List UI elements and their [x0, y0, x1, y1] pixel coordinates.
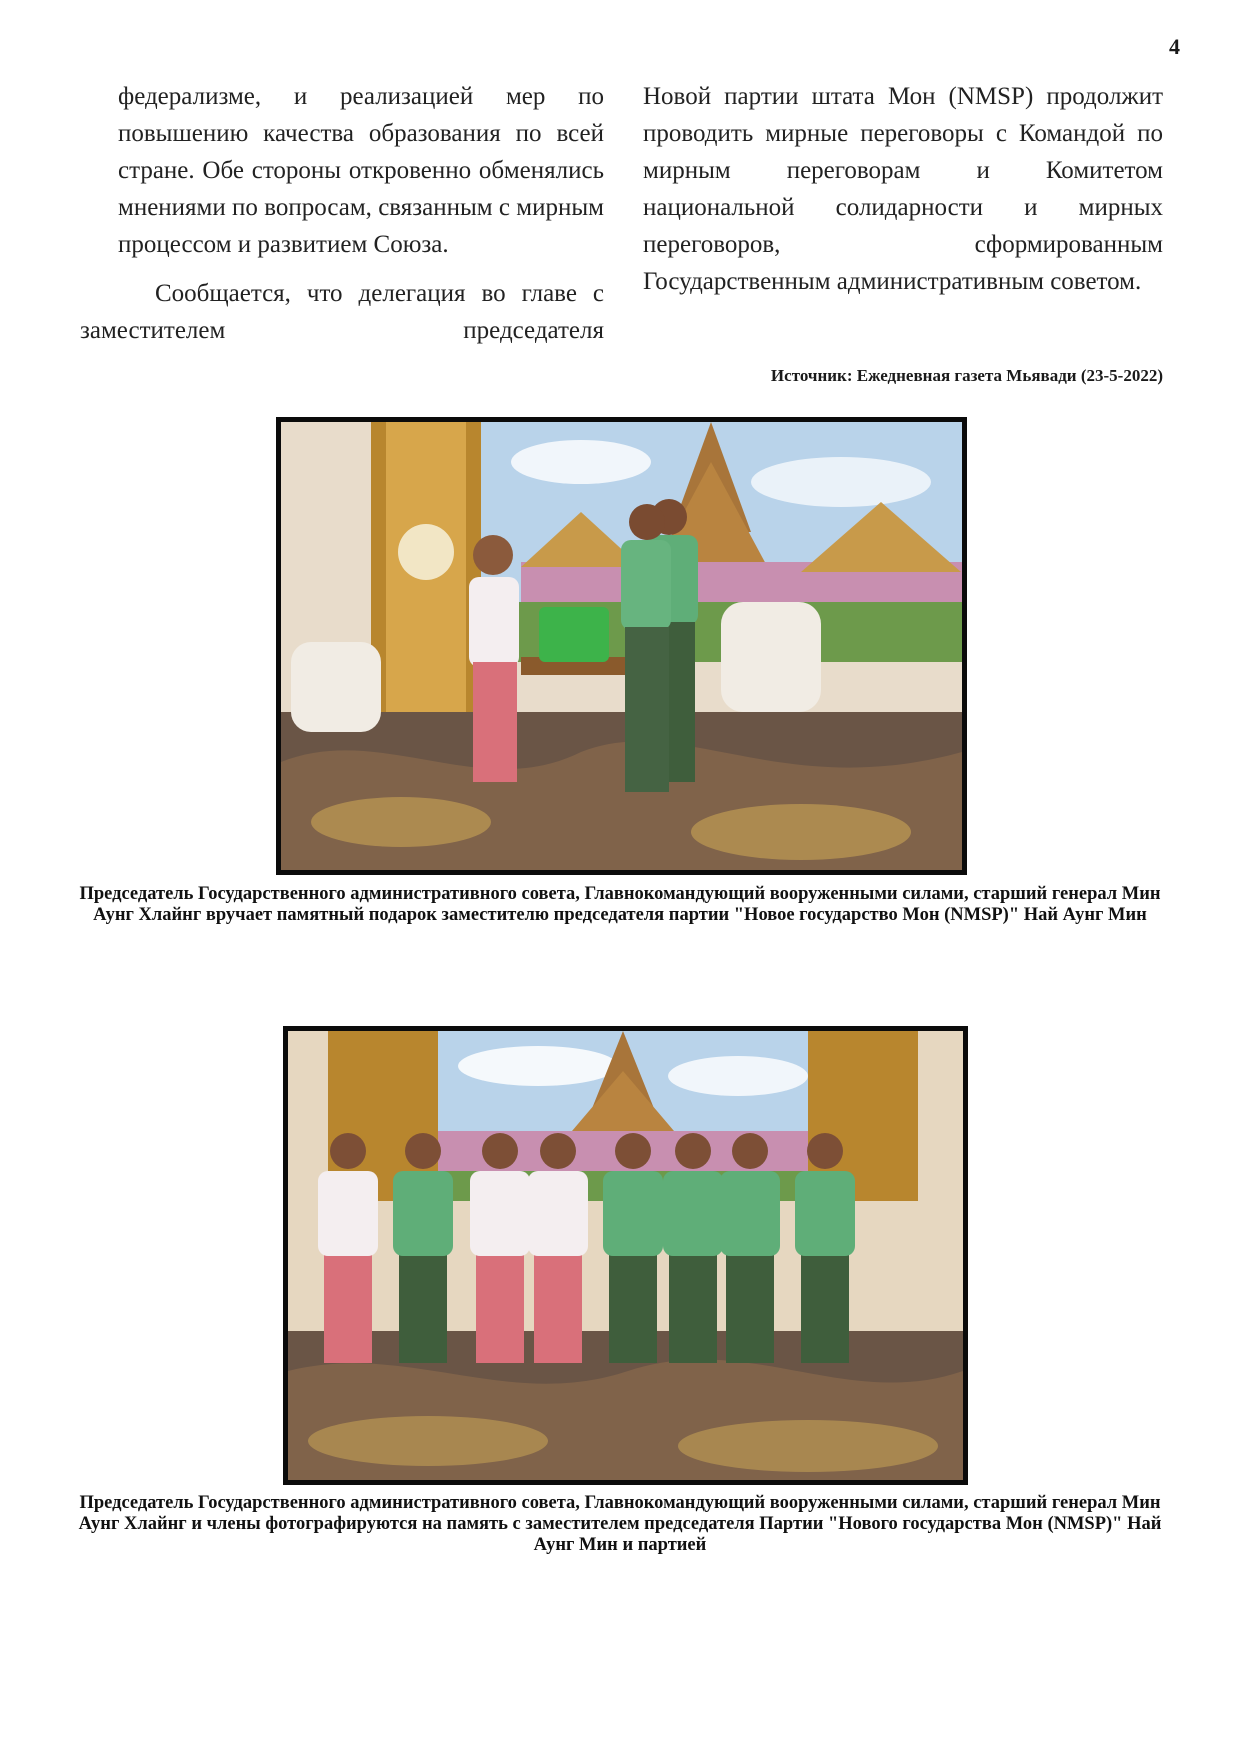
- right-column: [643, 78, 1163, 300]
- left-column: [80, 78, 604, 349]
- page-number: 4: [1169, 34, 1180, 59]
- left-paragraph-1: федерализме, и реализацией мер по повышению качества образования по всей стране. Обе стороны откровенно обменялись мнениями по вопросам, связанным с мирным процессом и развитием Союза.: [118, 83, 604, 258]
- source-line: Источник: Ежедневная газета Мьявади (23-5-2022): [770, 366, 1163, 385]
- photo-group-image: [288, 1031, 963, 1480]
- photo-gift-presentation: [276, 417, 967, 875]
- left-paragraph-2: Сообщается, что делегация во главе с заместителем председателя: [80, 280, 604, 344]
- caption-1: Председатель Государственного административного совета, Главнокомандующий вооруженными силами, старший генерал Мин Аунг Хлайнг вручает памятный подарок заместителю председателя партии "Новое государство Мон (NMSP)" Най Аунг Мин: [79, 884, 1161, 925]
- caption-2: Председатель Государственного административного совета, Главнокомандующий вооруженными силами, старший генерал Мин Аунг Хлайнг и члены фотографируются на память с заместителем председателя Партии "Нового государства Мон (NMSP)" Най Аунг Мин и партией: [78, 1493, 1162, 1555]
- right-paragraph-1: Новой партии штата Мон (NMSP) продолжит проводить мирные переговоры с Командой по мирным переговорам и Комитетом национальной солидарности и мирных переговоров, сформированным Государственным административным советом.: [643, 83, 1163, 295]
- photo-group: [283, 1026, 968, 1485]
- photo-gift-presentation-image: [281, 422, 962, 870]
